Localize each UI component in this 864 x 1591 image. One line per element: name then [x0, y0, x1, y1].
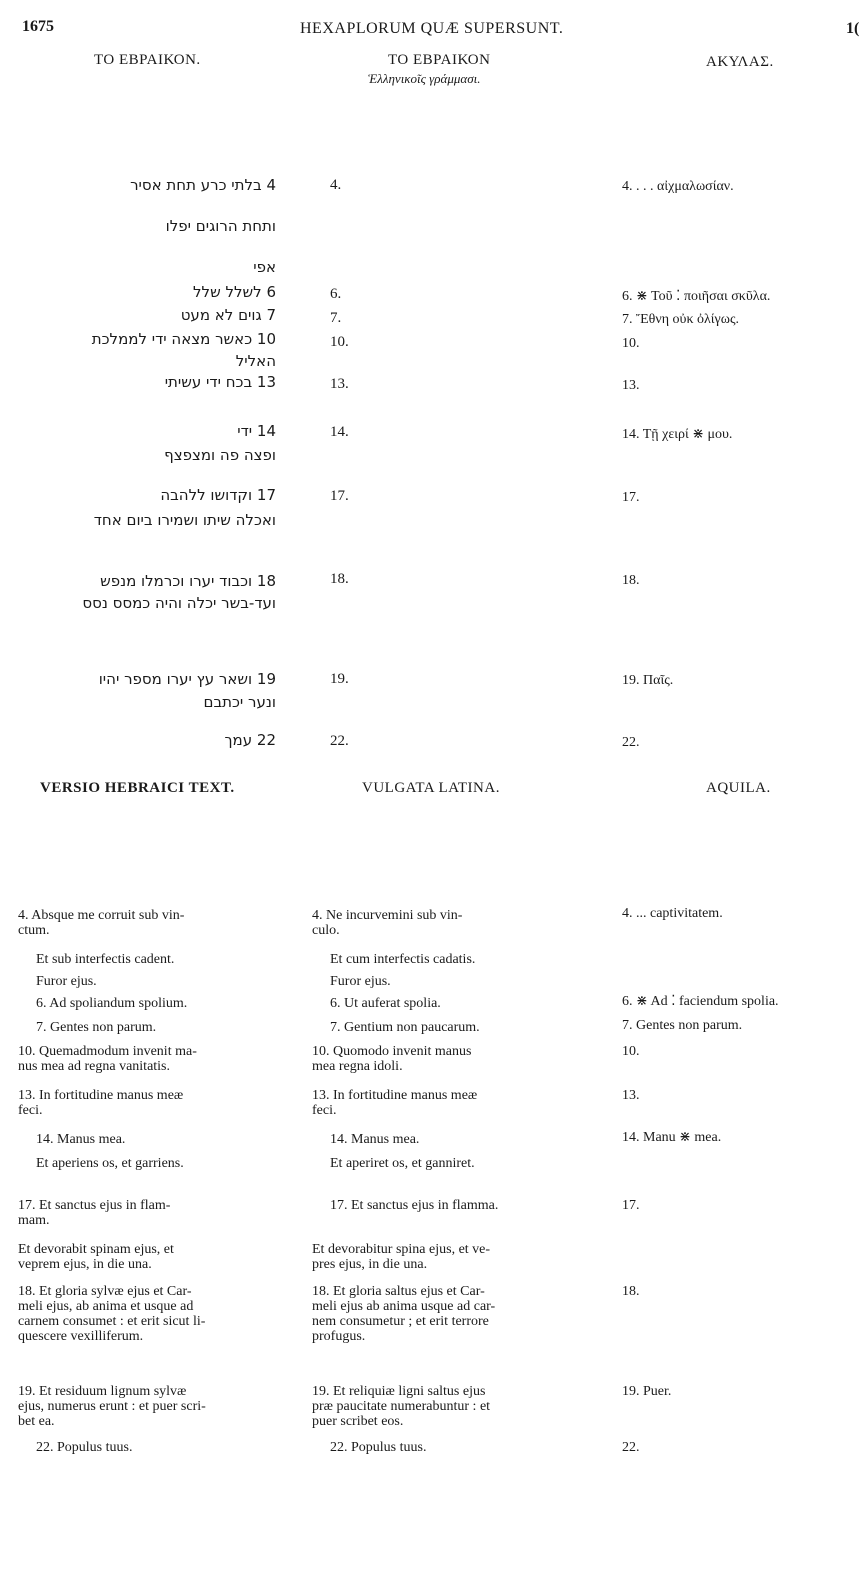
greek-col2-header: ΤΟ ΕΒΡΑΙΚΟΝ	[388, 52, 491, 68]
greek-col3-header: ΑΚΥΛΑΣ.	[706, 54, 774, 70]
vulgate-entry: 22. Populus tuus.	[330, 1440, 427, 1455]
hebrew-line: 7 גוים לא מעט	[180, 306, 276, 324]
latin-version-entry: 19. Et residuum lignum sylvæ ejus, numerus erunt : et puer scri- bet ea.	[18, 1384, 206, 1429]
transliteration-verse: 22.	[330, 733, 349, 749]
vulgate-entry: 13. In fortitudine manus meæ feci.	[312, 1088, 478, 1118]
latin-version-entry: Furor ejus.	[36, 974, 97, 989]
aquila-latin-entry: 13.	[622, 1088, 640, 1103]
vulgate-entry: 10. Quomodo invenit manus mea regna idoli.	[312, 1044, 472, 1074]
hebrew-line: 14 ידי	[237, 422, 276, 440]
aquila-greek-line: 14. Τῇ χειρί ⋇ μου.	[622, 427, 733, 442]
hebrew-line: 22 עמך	[224, 731, 276, 749]
latin-version-entry: 17. Et sanctus ejus in flam- mam.	[18, 1198, 171, 1228]
hebrew-line: 17 וקדושו ללהבה	[160, 486, 276, 504]
vulgate-entry: 7. Gentium non paucarum.	[330, 1020, 480, 1035]
vulgate-entry: Et cum interfectis cadatis.	[330, 952, 476, 967]
latin-version-entry: 10. Quemadmodum invenit ma- nus mea ad regna vanitatis.	[18, 1044, 197, 1074]
aquila-greek-line: 7. Ἔθνη οὐκ ὀλίγως.	[622, 312, 740, 327]
hebrew-line: ותחת הרוגים יפלו	[165, 217, 276, 235]
vulgate-entry: 14. Manus mea.	[330, 1132, 420, 1147]
transliteration-verse: 7.	[330, 310, 342, 326]
greek-col1-header: ΤΟ ΕΒΡΑΙΚΟΝ.	[94, 52, 201, 68]
aquila-latin-entry: 10.	[622, 1044, 640, 1059]
transliteration-verse: 19.	[330, 671, 349, 687]
aquila-greek-line: 10.	[622, 336, 640, 351]
aquila-greek-line: 22.	[622, 735, 640, 750]
hebrew-line: 13 בכח ידי עשיתי	[164, 373, 276, 391]
latin-version-entry: 7. Gentes non parum.	[36, 1020, 157, 1035]
hebrew-line: 6 לשלל שלל	[193, 283, 276, 301]
aquila-latin-entry: 7. Gentes non parum.	[622, 1018, 743, 1033]
transliteration-verse: 6.	[330, 286, 342, 302]
latin-version-entry: 13. In fortitudine manus meæ feci.	[18, 1088, 184, 1118]
latin-version-entry: Et devorabit spinam ejus, et veprem ejus, in die una.	[18, 1242, 174, 1272]
latin-version-entry: 6. Ad spoliandum spolium.	[36, 996, 188, 1011]
aquila-greek-line: 19. Παῖς.	[622, 673, 674, 688]
latin-col3-header: AQUILA.	[706, 780, 771, 796]
transliteration-verse: 10.	[330, 334, 349, 350]
vulgate-entry: 17. Et sanctus ejus in flamma.	[330, 1198, 499, 1213]
vulgate-entry: Furor ejus.	[330, 974, 391, 989]
latin-col2-header: VULGATA LATINA.	[362, 780, 500, 796]
hebrew-line: 10 כאשר מצאה ידי לממלכת	[91, 330, 276, 348]
vulgate-entry: 6. Ut auferat spolia.	[330, 996, 441, 1011]
aquila-greek-line: 13.	[622, 378, 640, 393]
running-title: HEXAPLORUM QUÆ SUPERSUNT.	[300, 20, 564, 37]
hebrew-line: האליל	[235, 352, 276, 370]
edge-fragment: 1(	[846, 20, 860, 37]
aquila-greek-line: 6. ⋇ Τοῦ ⁚ ποιῆσαι σκῦλα.	[622, 289, 771, 304]
latin-version-entry: 4. Absque me corruit sub vin- ctum.	[18, 908, 185, 938]
aquila-latin-entry: 19. Puer.	[622, 1384, 672, 1399]
vulgate-entry: Et aperiret os, et ganniret.	[330, 1156, 475, 1171]
hebrew-line: 19 ושאר עץ יערו מספר יהיו	[98, 670, 276, 688]
aquila-latin-entry: 14. Manu ⋇ mea.	[622, 1130, 722, 1145]
latin-version-entry: 22. Populus tuus.	[36, 1440, 133, 1455]
transliteration-verse: 17.	[330, 488, 349, 504]
hebrew-line: ונער יכתבם	[203, 693, 276, 711]
greek-col2-subheader: Ἑλληνικοῖς γράμμασι.	[368, 71, 481, 86]
latin-version-entry: Et aperiens os, et garriens.	[36, 1156, 184, 1171]
hebrew-line: ופצה פה ומצפצף	[164, 446, 276, 464]
aquila-greek-line: 4. . . . αἰχμαλωσίαν.	[622, 179, 734, 194]
latin-version-entry: Et sub interfectis cadent.	[36, 952, 175, 967]
transliteration-verse: 14.	[330, 424, 349, 440]
transliteration-verse: 13.	[330, 376, 349, 392]
aquila-latin-entry: 4. ... captivitatem.	[622, 906, 723, 921]
aquila-latin-entry: 22.	[622, 1440, 640, 1455]
hebrew-line: ואכלה שיתו ושמירו ביום אחד	[93, 511, 276, 529]
hebrew-line: 4 בלתי כרע תחת אסיר	[130, 176, 276, 194]
vulgate-entry: 19. Et reliquiæ ligni saltus ejus præ paucitate numerabuntur : et puer scribet eos.	[312, 1384, 491, 1429]
latin-col1-header: VERSIO HEBRAICI TEXT.	[40, 780, 235, 796]
transliteration-verse: 18.	[330, 571, 349, 587]
vulgate-entry: 4. Ne incurvemini sub vin- culo.	[312, 908, 463, 938]
page-number: 1675	[22, 18, 54, 35]
latin-version-entry: 14. Manus mea.	[36, 1132, 126, 1147]
aquila-greek-line: 18.	[622, 573, 640, 588]
vulgate-entry: 18. Et gloria saltus ejus et Car- meli ejus ab anima usque ad car- nem consumetur ; et erit terrore profugus.	[312, 1284, 496, 1344]
hebrew-line: 18 וכבוד יערו וכרמלו מנפש	[100, 572, 276, 590]
hebrew-line: אפי	[253, 258, 276, 276]
latin-version-entry: 18. Et gloria sylvæ ejus et Car- meli ejus, ab anima et usque ad carnem consumet : et erit sicut li- quescere vexilliferum.	[18, 1284, 206, 1344]
hebrew-line: ועד-בשר יכלה והיה כמסס נסס	[82, 594, 276, 612]
aquila-latin-entry: 18.	[622, 1284, 640, 1299]
transliteration-verse: 4.	[330, 177, 342, 193]
aquila-latin-entry: 6. ⋇ Ad ⁚ faciendum spolia.	[622, 994, 779, 1009]
vulgate-entry: Et devorabitur spina ejus, et ve- pres ejus, in die una.	[312, 1242, 491, 1272]
aquila-greek-line: 17.	[622, 490, 640, 505]
aquila-latin-entry: 17.	[622, 1198, 640, 1213]
